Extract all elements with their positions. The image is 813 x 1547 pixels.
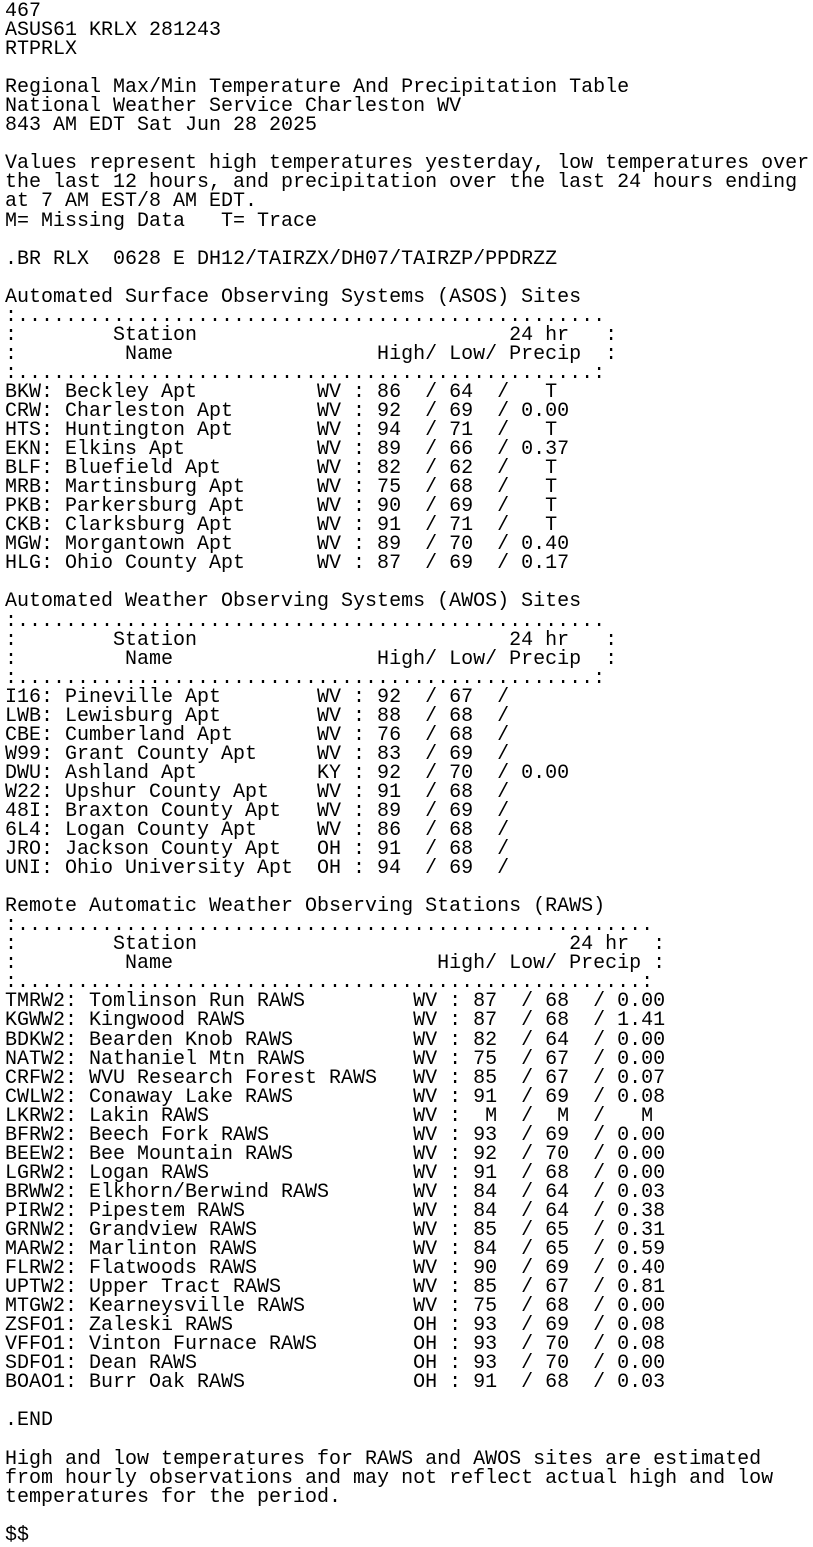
report-line: M= Missing Data T= Trace <box>5 209 318 233</box>
report-line: Regional Max/Min Temperature And Precipitation Table <box>5 76 630 100</box>
report-line: 6L4: Logan County Apt WV : 86 / 68 / <box>5 819 510 843</box>
report-line: I16: Pineville Apt WV : 92 / 67 / <box>5 685 510 709</box>
report-line: MARW2: Marlinton RAWS WV : 84 / 65 / 0.59 <box>5 1238 666 1262</box>
report-line: the last 12 hours, and precipitation over the last 24 hours ending <box>5 171 798 195</box>
report-line: from hourly observations and may not reflect actual high and low <box>5 1466 774 1490</box>
report-line: MGW: Morgantown Apt WV : 89 / 70 / 0.40 <box>5 533 570 557</box>
report-line: LWB: Lewisburg Apt WV : 88 / 68 / <box>5 704 510 728</box>
report-line: JRO: Jackson County Apt OH : 91 / 68 / <box>5 838 510 862</box>
report-line: $$ <box>5 1523 30 1547</box>
report-line: : Name High/ Low/ Precip : <box>5 342 618 366</box>
report-line: 843 AM EDT Sat Jun 28 2025 <box>5 114 318 138</box>
report-line: Remote Automatic Weather Observing Stations (RAWS) <box>5 895 606 919</box>
report-line: : Name High/ Low/ Precip : <box>5 952 666 976</box>
report-line <box>5 1431 813 1450</box>
report-line: RTPRLX <box>5 38 78 62</box>
report-line: MRB: Martinsburg Apt WV : 75 / 68 / T <box>5 476 558 500</box>
report-line: FLRW2: Flatwoods RAWS WV : 90 / 69 / 0.40 <box>5 1257 666 1281</box>
report-line: BRWW2: Elkhorn/Berwind RAWS WV : 84 / 64 / 0.03 <box>5 1180 666 1204</box>
report-line: :................................................. <box>5 609 606 633</box>
report-line: MTGW2: Kearneysville RAWS WV : 75 / 68 / 0.00 <box>5 1295 666 1319</box>
report-line: BEEW2: Bee Mountain RAWS WV : 92 / 70 / 0.00 <box>5 1142 666 1166</box>
report-line: :................................................: <box>5 666 606 690</box>
report-line: HLG: Ohio County Apt WV : 87 / 69 / 0.17 <box>5 552 570 576</box>
report-line: : Station 24 hr : <box>5 628 618 652</box>
report-line: ASUS61 KRLX 281243 <box>5 19 222 43</box>
report-line: ZSFO1: Zaleski RAWS OH : 93 / 69 / 0.08 <box>5 1314 666 1338</box>
report-line: High and low temperatures for RAWS and AWOS sites are estimated <box>5 1447 762 1471</box>
report-line: LKRW2: Lakin RAWS WV : M / M / M <box>5 1104 654 1128</box>
report-line: CKB: Clarksburg Apt WV : 91 / 71 / T <box>5 514 558 538</box>
report-line: :....................................................: <box>5 971 654 995</box>
report-line: PKB: Parkersburg Apt WV : 90 / 69 / T <box>5 495 558 519</box>
report-line: SDFO1: Dean RAWS OH : 93 / 70 / 0.00 <box>5 1352 666 1376</box>
report-line: : Station 24 hr : <box>5 933 666 957</box>
report-line: VFFO1: Vinton Furnace RAWS OH : 93 / 70 / 0.08 <box>5 1333 666 1357</box>
report-line <box>5 231 813 250</box>
report-line: :................................................. <box>5 304 606 328</box>
report-line: CBE: Cumberland Apt WV : 76 / 68 / <box>5 723 510 747</box>
report-line: W22: Upshur County Apt WV : 91 / 68 / <box>5 780 510 804</box>
report-line: : Station 24 hr : <box>5 323 618 347</box>
report-line: .END <box>5 1409 54 1433</box>
report-line: NATW2: Nathaniel Mtn RAWS WV : 75 / 67 / 0.00 <box>5 1047 666 1071</box>
report-line: TMRW2: Tomlinson Run RAWS WV : 87 / 68 / 0.00 <box>5 990 666 1014</box>
report-line: CRW: Charleston Apt WV : 92 / 69 / 0.00 <box>5 399 570 423</box>
report-line <box>5 1392 813 1411</box>
report-line: BFRW2: Beech Fork RAWS WV : 93 / 69 / 0.00 <box>5 1123 666 1147</box>
report-line <box>5 1507 813 1526</box>
report-line: UPTW2: Upper Tract RAWS WV : 85 / 67 / 0.81 <box>5 1276 666 1300</box>
report-line: HTS: Huntington Apt WV : 94 / 71 / T <box>5 419 558 443</box>
report-line: PIRW2: Pipestem RAWS WV : 84 / 64 / 0.38 <box>5 1199 666 1223</box>
report-line: Automated Surface Observing Systems (ASOS) Sites <box>5 285 582 309</box>
report-line: 467 <box>5 0 42 23</box>
report-line: CRFW2: WVU Research Forest RAWS WV : 85 / 67 / 0.07 <box>5 1066 666 1090</box>
report-line: DWU: Ashland Apt KY : 92 / 70 / 0.00 <box>5 761 570 785</box>
report-line: LGRW2: Logan RAWS WV : 91 / 68 / 0.00 <box>5 1161 666 1185</box>
report-line: BOAO1: Burr Oak RAWS OH : 91 / 68 / 0.03 <box>5 1371 666 1395</box>
report-line: Automated Weather Observing Systems (AWOS) Sites <box>5 590 582 614</box>
report-line: BLF: Bluefield Apt WV : 82 / 62 / T <box>5 457 558 481</box>
report-line: : Name High/ Low/ Precip : <box>5 647 618 671</box>
report-line: temperatures for the period. <box>5 1485 342 1509</box>
report-line: at 7 AM EST/8 AM EDT. <box>5 190 258 214</box>
report-line: National Weather Service Charleston WV <box>5 95 462 119</box>
report-line <box>5 269 813 288</box>
report-line: .BR RLX 0628 E DH12/TAIRZX/DH07/TAIRZP/PPDRZZ <box>5 247 558 271</box>
report-line: BKW: Beckley Apt WV : 86 / 64 / T <box>5 380 558 404</box>
report-line: UNI: Ohio University Apt OH : 94 / 69 / <box>5 857 510 881</box>
report-line: 48I: Braxton County Apt WV : 89 / 69 / <box>5 799 510 823</box>
report-line: BDKW2: Bearden Knob RAWS WV : 82 / 64 / 0.00 <box>5 1028 666 1052</box>
report-line: :..................................................... <box>5 914 654 938</box>
report-line: :................................................: <box>5 361 606 385</box>
report-line: Values represent high temperatures yesterday, low temperatures over <box>5 152 810 176</box>
report-line: CWLW2: Conaway Lake RAWS WV : 91 / 69 / 0.08 <box>5 1085 666 1109</box>
report-line: GRNW2: Grandview RAWS WV : 85 / 65 / 0.31 <box>5 1219 666 1242</box>
report-line: EKN: Elkins Apt WV : 89 / 66 / 0.37 <box>5 438 570 462</box>
report-line: W99: Grant County Apt WV : 83 / 69 / <box>5 742 510 766</box>
report-line: KGWW2: Kingwood RAWS WV : 87 / 68 / 1.41 <box>5 1009 666 1033</box>
